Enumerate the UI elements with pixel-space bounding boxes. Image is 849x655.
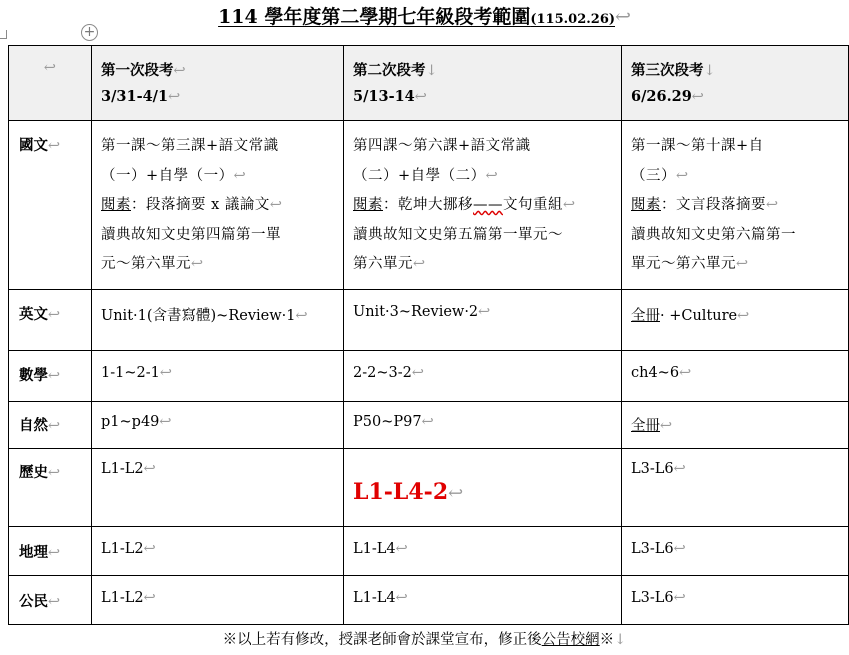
table-row-chinese (9, 121, 849, 290)
geography-exam2: L1-L4↩ (344, 527, 622, 576)
subject-science: 自然↩ (9, 402, 92, 449)
header-exam2: 第二次段考↓ 5/13-14↩ (344, 46, 622, 121)
subject-math: 數學↩ (9, 351, 92, 402)
footer-note: ※以上若有修改，授課老師會於課堂宣布，修正後公告校網※↓ (222, 632, 627, 648)
table-row-math (9, 351, 849, 402)
exam3-name: 第三次段考 (631, 62, 704, 79)
exam1-date: 3/31-4/1 (101, 88, 169, 105)
footer-link[interactable]: 公告校網 (541, 632, 600, 648)
exam-scope-table (8, 45, 849, 625)
exam2-name: 第二次段考 (353, 62, 426, 79)
table-move-handle-icon[interactable]: + (81, 24, 98, 41)
header-exam3: 第三次段考↓ 6/26.29↩ (622, 46, 849, 121)
table-row-english (9, 290, 849, 351)
subject-geography: 地理↩ (9, 527, 92, 576)
civics-exam1: L1-L2↩ (92, 576, 344, 625)
chinese-exam2: 第四課～第六課+語文常識 （二）+自學（二）↩ 閱素：乾坤大挪移——文句重組↩ 讀典故知文史第五篇第一單元～ 第六單元↩ (344, 121, 622, 290)
title-date: (115.02.26) (530, 12, 616, 27)
english-exam1: Unit·1(含書寫體)~Review·1↩ (92, 290, 344, 351)
civics-exam3: L3-L6↩ (622, 576, 849, 625)
science-exam1: p1~p49↩ (92, 402, 344, 449)
geography-exam3: L3-L6↩ (622, 527, 849, 576)
title-main: 114 學年度第二學期七年級段考範圍 (218, 6, 531, 28)
history-exam3: L3-L6↩ (622, 449, 849, 527)
header-corner-cell: ↩ (9, 46, 92, 121)
math-exam1: 1-1~2-1↩ (92, 351, 344, 402)
chinese-exam3: 第一課～第十課+自 （三）↩ 閱素：文言段落摘要↩ 讀典故知文史第六篇第一 單元～第六單元↩ (622, 121, 849, 290)
english-exam3: 全冊· +Culture↩ (622, 290, 849, 351)
chinese-exam1: 第一課～第三課+語文常識 （一）+自學（一）↩ 閱素：段落摘要 x 議論文↩ 讀典故知文史第四篇第一單 元～第六單元↩ (92, 121, 344, 290)
table-row-civics (9, 576, 849, 625)
science-exam3: 全冊↩ (622, 402, 849, 449)
table-row-history (9, 449, 849, 527)
table-header-row (9, 46, 849, 121)
civics-exam2: L1-L4↩ (344, 576, 622, 625)
paragraph-mark: ↩ (615, 6, 631, 28)
history-exam1: L1-L2↩ (92, 449, 344, 527)
science-exam2: P50~P97↩ (344, 402, 622, 449)
text-boundary-mark (0, 30, 7, 39)
history-exam2: L1-L4-2↩ (344, 449, 622, 527)
exam1-name: 第一次段考 (101, 62, 174, 79)
exam2-date: 5/13-14 (353, 88, 415, 105)
english-exam2: Unit·3~Review·2↩ (344, 290, 622, 351)
history-exam2-highlight: L1-L4-2 (353, 479, 449, 505)
math-exam3: ch4~6↩ (622, 351, 849, 402)
table-row-geography (9, 527, 849, 576)
subject-civics: 公民↩ (9, 576, 92, 625)
math-exam2: 2-2~3-2↩ (344, 351, 622, 402)
header-exam1: 第一次段考↩ 3/31-4/1↩ (92, 46, 344, 121)
document-title (0, 2, 849, 29)
subject-chinese: 國文↩ (9, 121, 92, 290)
table-row-science (9, 402, 849, 449)
subject-english: 英文↩ (9, 290, 92, 351)
subject-history: 歷史↩ (9, 449, 92, 527)
geography-exam1: L1-L2↩ (92, 527, 344, 576)
exam3-date: 6/26.29 (631, 88, 692, 105)
